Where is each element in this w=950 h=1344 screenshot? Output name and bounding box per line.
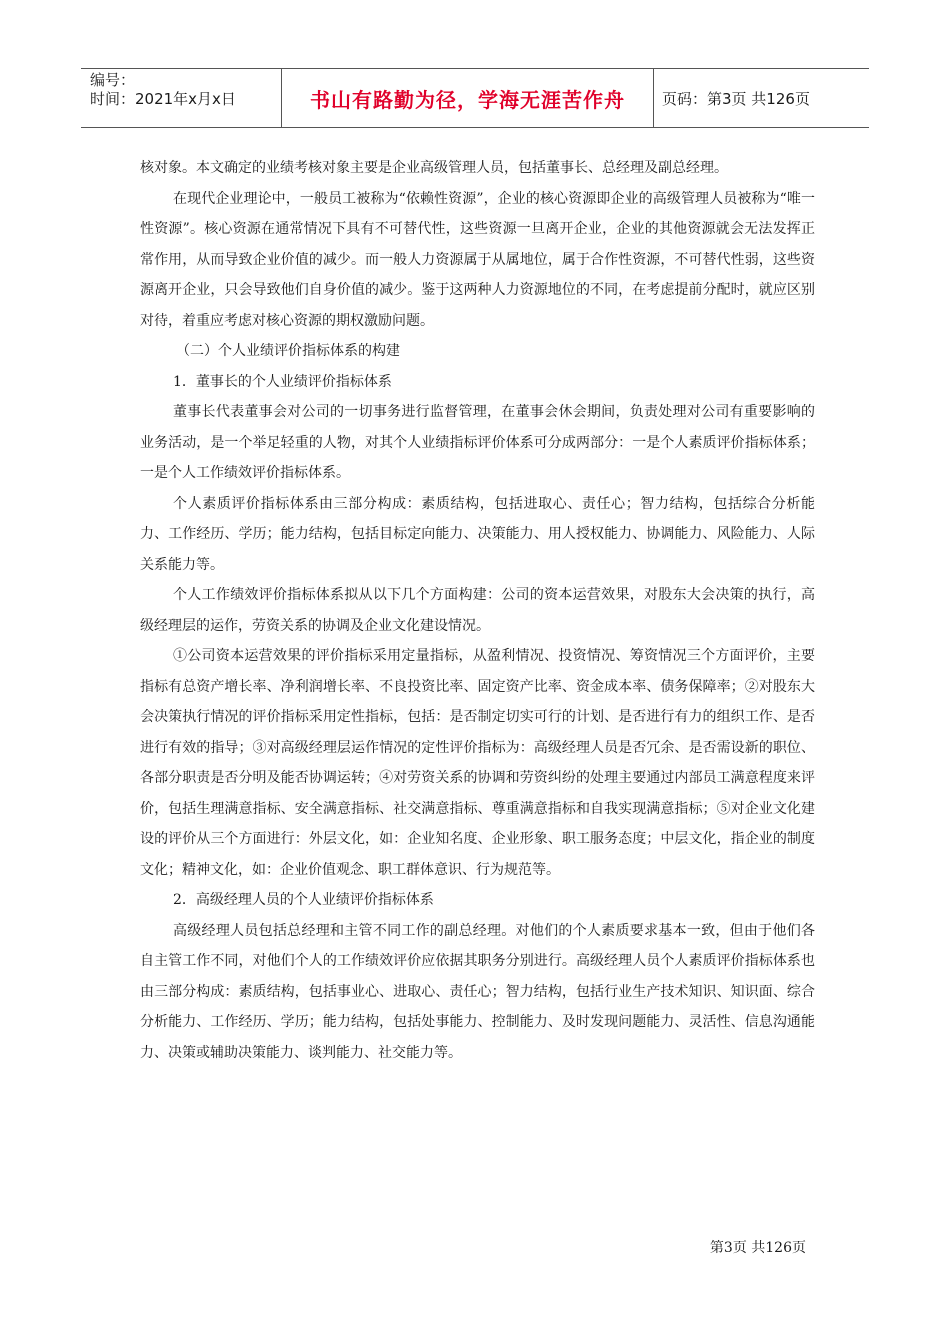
page-footer: 第3页 共126页: [709, 1240, 806, 1256]
number-label: 编号：: [90, 71, 136, 89]
paragraph: 高级经理人员包括总经理和主管不同工作的副总经理。对他们的个人素质要求基本一致，但由于他们各自主管工作不同，对他们个人的工作绩效评价应依据其职务分别进行。高级经理人员个人素质评价指标体系也由三部分构成：素质结构，包括事业心、进取心、责任心；智力结构，包括行业生产技术知识、知识面、综合分析能力、工作经历、学历；能力结构，包括处事能力、控制能力、及时发现问题能力、灵活性、信息沟通能力、决策或辅助决策能力、谈判能力、社交能力等。: [140, 922, 815, 1061]
paragraph: ①公司资本运营效果的评价指标采用定量指标，从盈利情况、投资情况、筹资情况三个方面评价，主要指标有总资产增长率、净利润增长率、不良投资比率、固定资产比率、资金成本率、债务保障率；②对股东大会决策执行情况的评价指标采用定性指标，包括：是否制定切实可行的计划、是否进行有力的组织工作、是否进行有效的指导；③对高级经理层运作情况的定性评价指标为：高级经理人员是否冗余、是否需设新的职位、各部分职责是否分明及能否协调运转；④对劳资关系的协调和劳资纠纷的处理主要通过内部员工满意程度来评价，包括生理满意指标、安全满意指标、社交满意指标、尊重满意指标和自我实现满意指标；⑤对企业文化建设的评价从三个方面进行：外层文化，如：企业知名度、企业形象、职工服务态度；中层文化，指企业的制度文化；精神文化，如：企业价值观念、职工群体意识、行为规范等。: [140, 648, 815, 878]
paragraph: 董事长代表董事会对公司的一切事务进行监督管理，在董事会休会期间，负责处理对公司有重要影响的业务活动，是一个举足轻重的人物，对其个人业绩指标评价体系可分成两部分：一是个人素质评价指标体系；一是个人工作绩效评价指标体系。: [140, 404, 815, 481]
paragraph: 在现代企业理论中，一般员工被称为“依赖性资源”，企业的核心资源即企业的高级管理人员被称为“唯一性资源”。核心资源在通常情况下具有不可替代性，这些资源一旦离开企业，企业的其他资源就会无法发挥正常作用，从而导致企业价值的减少。而一般人力资源属于从属地位，属于合作性资源，不可替代性弱，这些资源离开企业，只会导致他们自身价值的减少。鉴于这两种人力资源地位的不同，在考虑提前分配时，就应区别对待，着重应考虑对核心资源的期权激励问题。: [140, 190, 815, 329]
subsection-heading: 1．董事长的个人业绩评价指标体系: [173, 373, 392, 390]
header-meta: [81, 69, 281, 127]
document-body: [140, 153, 815, 1068]
section-heading: （二）个人业绩评价指标体系的构建: [176, 343, 400, 359]
paragraph: 个人素质评价指标体系由三部分构成：素质结构，包括进取心、责任心；智力结构，包括综合分析能力、工作经历、学历；能力结构，包括目标定向能力、决策能力、用人授权能力、协调能力、风险能力、人际关系能力等。: [140, 495, 815, 573]
paragraph: 个人工作绩效评价指标体系拟从以下几个方面构建：公司的资本运营效果，对股东大会决策的执行，高级经理层的运作，劳资关系的协调及企业文化建设情况。: [140, 587, 815, 634]
header-motto: 书山有路勤为径，学海无涯苦作舟: [281, 69, 654, 127]
page-header: [81, 68, 869, 128]
paragraph: 核对象。本文确定的业绩考核对象主要是企业高级管理人员，包括董事长、总经理及副总经理。: [140, 160, 728, 176]
time-label: 时间：2021年x月x日: [90, 90, 236, 108]
subsection-heading: 2．高级经理人员的个人业绩评价指标体系: [173, 892, 434, 908]
header-page-info: 页码：第3页 共126页: [662, 89, 810, 108]
